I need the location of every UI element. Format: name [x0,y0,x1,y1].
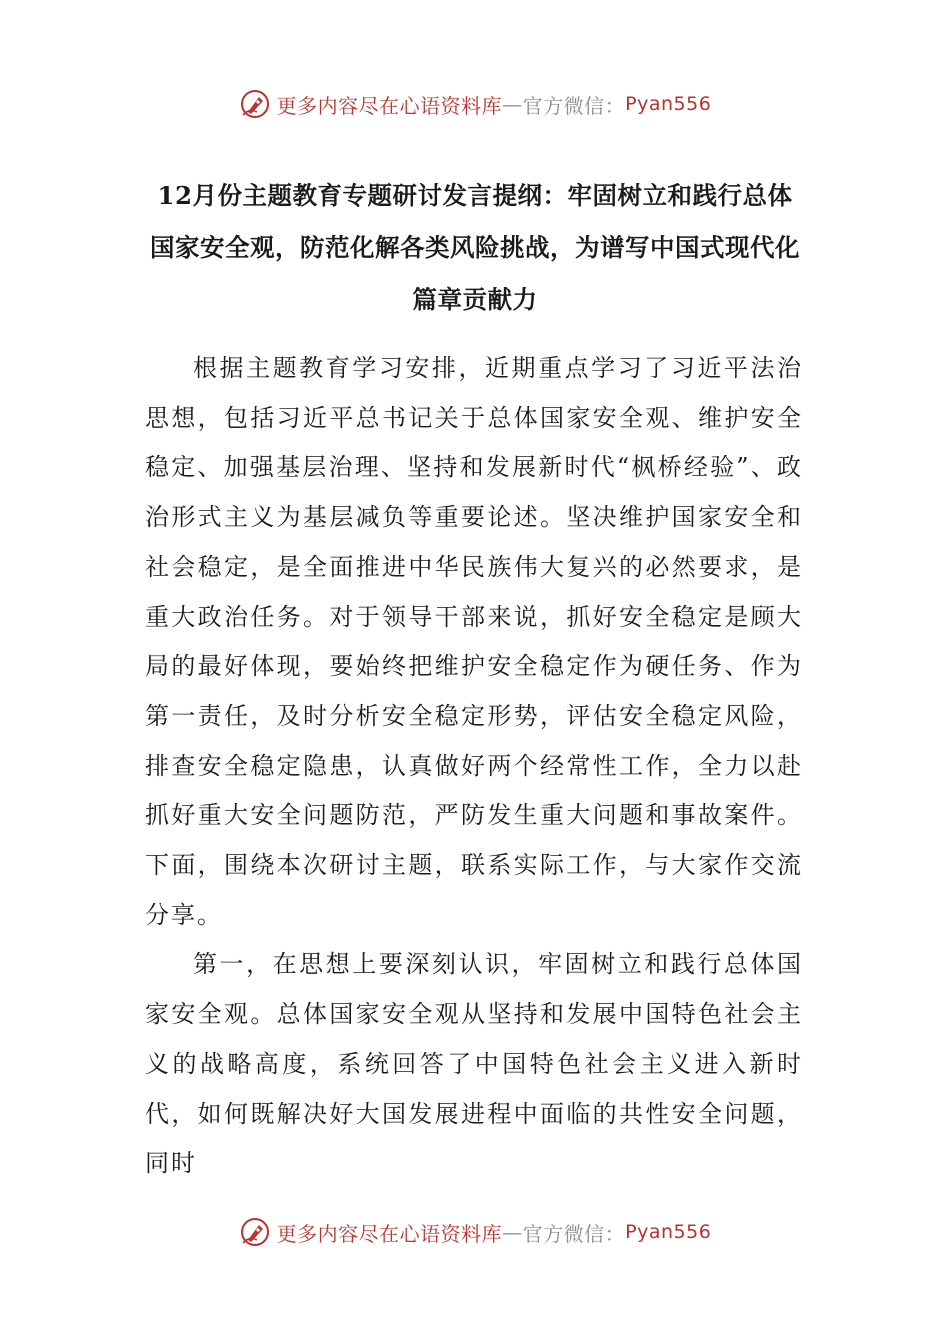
paragraph-first-point: 第一，在思想上要深刻认识，牢固树立和践行总体国家安全观。总体国家安全观从坚持和发展中国特色社会主义的战略高度，系统回答了中国特色社会主义进入新时代，如何既解决好大国发展进程中面临的共性安全问题，同时 [145,950,803,1178]
watermark-brand: 更多内容尽在心语资料库 [276,1221,503,1246]
watermark-official: 官方微信： [522,1221,626,1246]
header-watermark [0,84,950,124]
watermark-account: Pyan556 [625,1221,712,1243]
watermark-brand: 更多内容尽在心语资料库 [276,93,503,118]
document-title: 12月份主题教育专题研讨发言提纲：牢固树立和践行总体国家安全观，防范化解各类风险挑战，为谱写中国式现代化篇章贡献力 [150,181,800,314]
pen-nib-logo-icon [239,1216,271,1248]
watermark-account: Pyan556 [625,93,712,115]
pen-nib-logo-icon [239,88,271,120]
footer-watermark [0,1212,950,1252]
document-body [145,344,803,1189]
watermark-official: 官方微信： [522,93,626,118]
watermark-separator: — [502,92,523,116]
paragraph-intro: 根据主题教育学习安排，近期重点学习了习近平法治思想，包括习近平总书记关于总体国家安全观、维护安全稳定、加强基层治理、坚持和发展新时代“枫桥经验”、政治形式主义为基层减负等重要论述。坚决维护国家安全和社会稳定，是全面推进中华民族伟大复兴的必然要求，是重大政治任务。对于领导干部来说，抓好安全稳定是顾大局的最好体现，要始终把维护安全稳定作为硬任务、作为第一责任，及时分析安全稳定形势，评估安全稳定风险，排查安全稳定隐患，认真做好两个经常性工作，全力以赴抓好重大安全问题防范，严防发生重大问题和事故案件。下面，围绕本次研讨主题，联系实际工作，与大家作交流分享。 [145,354,803,929]
watermark-separator: — [502,1220,523,1244]
